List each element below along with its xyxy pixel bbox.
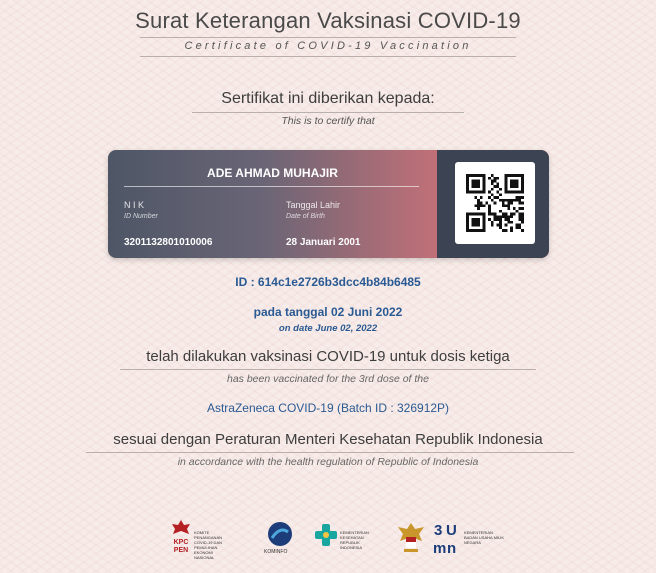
bumn-text: KEMENTERIAN BADAN USAHA MILIK NEGARA (464, 530, 505, 545)
title-divider (140, 37, 516, 38)
kpcpen-text: KOMITE PENANGANAN COVID-19 DAN PEMULIHAN EKONOMI NASIONAL (194, 530, 223, 560)
dob-value: 28 Januari 2001 (286, 237, 361, 248)
logo-strip (0, 518, 656, 563)
kemenkes-logo (314, 522, 369, 553)
kpcpen-logo (170, 518, 223, 560)
dob-label-en: Date of Birth (286, 213, 325, 220)
recipient-name: ADE AHMAD MUHAJIR (207, 166, 338, 180)
qr-code (455, 162, 535, 244)
vaccine-info: AstraZeneca COVID-19 (Batch ID : 326912P) (206, 401, 450, 415)
certificate-subtitle: Certificate of COVID-19 Vaccination (184, 40, 472, 52)
vaccination-date: pada tanggal 02 Juni 2022 (253, 305, 403, 319)
regulation-divider (86, 452, 574, 453)
qr-panel (437, 150, 549, 258)
kemenkes-text: KEMENTERIAN KESEHATAN REPUBLIK INDONESIA (340, 530, 369, 550)
regulation-statement-en: in accordance with the health regulation of Republic of Indonesia (177, 456, 479, 468)
subtitle-divider (140, 56, 516, 57)
kominfo-text: KOMINFO (264, 549, 288, 555)
certificate-id: ID : 614c1e2726b3dcc4b84b6485 (235, 275, 421, 289)
svg-text:PEN: PEN (173, 547, 189, 554)
dose-statement-en: has been vaccinated for the 3rd dose of the (227, 373, 429, 385)
svg-text:n: n (447, 540, 457, 556)
svg-text:m: m (433, 540, 447, 556)
kominfo-logo (266, 520, 294, 553)
recipient-heading: Sertifikat ini diberikan kepada: (221, 90, 435, 107)
nik-label: N I K (124, 200, 145, 210)
recipient-card (108, 150, 549, 258)
vaccination-date-en: on date June 02, 2022 (278, 323, 378, 334)
bumn-logo (432, 518, 505, 561)
svg-text:U: U (446, 522, 457, 539)
dose-statement: telah dilakukan vaksinasi COVID-19 untuk dosis ketiga (146, 348, 510, 365)
recipient-heading-en: This is to certify that (281, 115, 375, 127)
certificate-title: Surat Keterangan Vaksinasi COVID-19 (135, 8, 521, 33)
name-divider (124, 186, 419, 187)
dose-divider (120, 369, 536, 370)
garuda-emblem (396, 520, 426, 559)
svg-text:3: 3 (434, 522, 443, 539)
svg-text:KPC: KPC (173, 539, 189, 546)
dob-label: Tanggal Lahir (286, 200, 341, 210)
nik-label-en: ID Number (124, 213, 158, 220)
recipient-divider (192, 112, 464, 113)
regulation-statement: sesuai dengan Peraturan Menteri Kesehatan Republik Indonesia (113, 431, 543, 448)
nik-value: 3201132801010006 (124, 237, 213, 248)
